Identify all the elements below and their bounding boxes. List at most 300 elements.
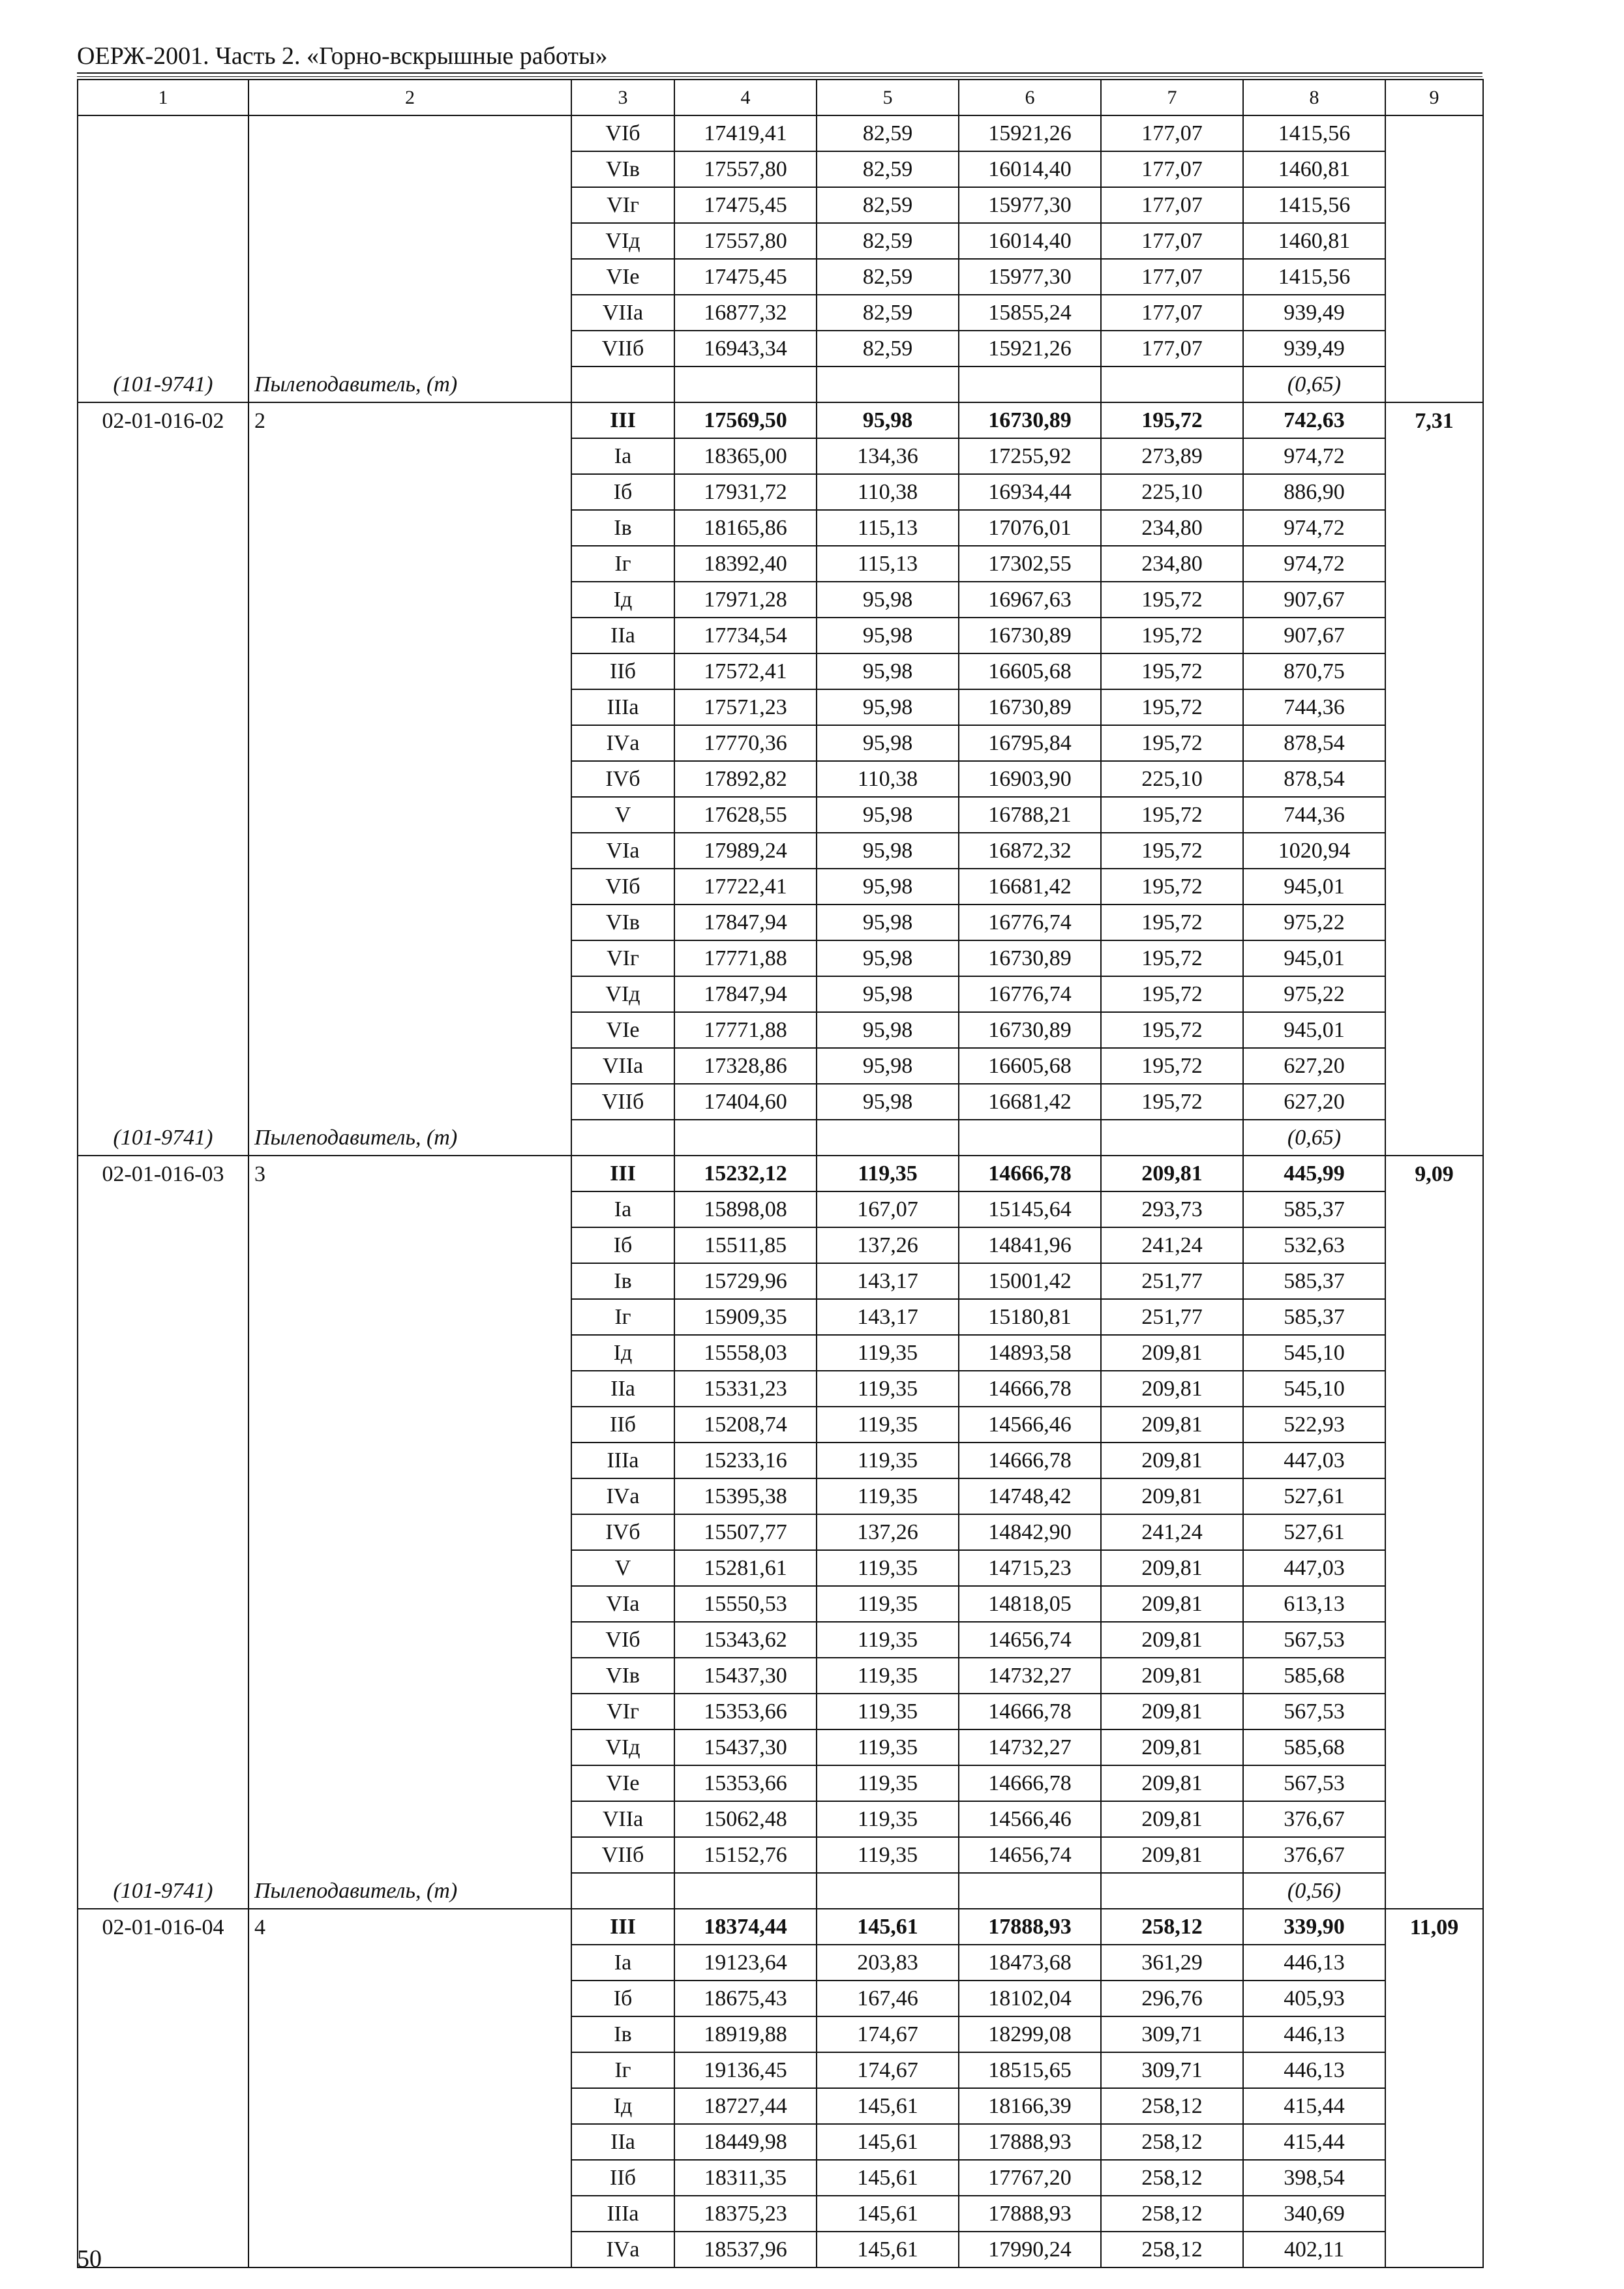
description-cell [248, 1478, 571, 1514]
description-cell [248, 2196, 571, 2232]
machinist-wage-cell: 209,81 [1101, 1335, 1243, 1371]
cost-total-cell: 17734,54 [674, 618, 817, 653]
labor-cell [1385, 2124, 1483, 2160]
description-cell: 4 [248, 1909, 571, 1945]
description-cell [248, 2160, 571, 2196]
table-row [78, 1801, 1483, 1837]
code-cell [78, 940, 248, 976]
machinist-wage-cell: 209,81 [1101, 1443, 1243, 1478]
description-cell [248, 1514, 571, 1550]
table-row [78, 1371, 1483, 1407]
labor-cell [1385, 295, 1483, 331]
machines-cell: 16776,74 [959, 976, 1101, 1012]
labor-cell [1385, 797, 1483, 833]
cost-total-cell: 17971,28 [674, 582, 817, 618]
column-number: 7 [1101, 80, 1243, 115]
wage-cell: 134,36 [817, 438, 959, 474]
wage-cell: 95,98 [817, 905, 959, 940]
table-row [78, 1156, 1483, 1191]
cost-total-cell: 15062,48 [674, 1801, 817, 1837]
machines-cell: 17888,93 [959, 1909, 1101, 1945]
machines-cell: 17255,92 [959, 438, 1101, 474]
table-row [78, 618, 1483, 653]
table-row [78, 1299, 1483, 1335]
machinist-wage-cell: 241,24 [1101, 1514, 1243, 1550]
cost-total-cell: 15558,03 [674, 1335, 817, 1371]
labor-cell [1385, 1407, 1483, 1443]
machinist-wage-cell: 309,71 [1101, 2052, 1243, 2088]
zone-cell: IIа [571, 618, 674, 653]
cost-total-cell: 17628,55 [674, 797, 817, 833]
code-cell [78, 1550, 248, 1586]
cost-total-cell: 15353,66 [674, 1765, 817, 1801]
zone-cell: VIд [571, 976, 674, 1012]
labor-cell [1385, 1084, 1483, 1120]
description-cell [248, 1443, 571, 1478]
machines-cell: 16730,89 [959, 1012, 1101, 1048]
labor-cell [1385, 223, 1483, 259]
cost-total-cell [674, 1120, 817, 1156]
code-cell [78, 115, 248, 151]
code-cell [78, 1407, 248, 1443]
column-number: 3 [571, 80, 674, 115]
machines-cell [959, 367, 1101, 402]
materials-cell: 627,20 [1243, 1048, 1385, 1084]
code-cell [78, 653, 248, 689]
machines-cell: 16605,68 [959, 653, 1101, 689]
description-cell [248, 1084, 571, 1120]
machines-cell: 17302,55 [959, 546, 1101, 582]
machines-cell: 15855,24 [959, 295, 1101, 331]
labor-cell: 7,31 [1385, 402, 1483, 438]
description-cell [248, 618, 571, 653]
table-row [78, 546, 1483, 582]
machines-cell: 17076,01 [959, 510, 1101, 546]
labor-cell [1385, 618, 1483, 653]
materials-cell: 744,36 [1243, 689, 1385, 725]
description-cell [248, 1729, 571, 1765]
labor-cell [1385, 1981, 1483, 2016]
table-row [78, 1729, 1483, 1765]
materials-cell: 886,90 [1243, 474, 1385, 510]
materials-cell: 585,68 [1243, 1658, 1385, 1694]
machines-cell: 15977,30 [959, 259, 1101, 295]
table-row [78, 1694, 1483, 1729]
zone-cell: Iг [571, 546, 674, 582]
code-cell [78, 1622, 248, 1658]
code-cell [78, 546, 248, 582]
materials-cell: 974,72 [1243, 546, 1385, 582]
column-number: 2 [248, 80, 571, 115]
description-cell [248, 1694, 571, 1729]
materials-cell: 445,99 [1243, 1156, 1385, 1191]
wage-cell: 82,59 [817, 259, 959, 295]
table-row [78, 689, 1483, 725]
labor-cell [1385, 2160, 1483, 2196]
machinist-wage-cell: 177,07 [1101, 115, 1243, 151]
description-cell [248, 187, 571, 223]
code-cell [78, 151, 248, 187]
code-cell [78, 1335, 248, 1371]
machinist-wage-cell: 177,07 [1101, 151, 1243, 187]
machines-cell: 14841,96 [959, 1227, 1101, 1263]
labor-cell [1385, 546, 1483, 582]
machines-cell: 16730,89 [959, 402, 1101, 438]
labor-cell [1385, 1443, 1483, 1478]
machinist-wage-cell: 177,07 [1101, 259, 1243, 295]
machinist-wage-cell: 225,10 [1101, 761, 1243, 797]
machinist-wage-cell: 195,72 [1101, 940, 1243, 976]
code-cell [78, 259, 248, 295]
labor-cell [1385, 2232, 1483, 2267]
code-cell [78, 1478, 248, 1514]
materials-cell: 1415,56 [1243, 115, 1385, 151]
materials-cell: 339,90 [1243, 1909, 1385, 1945]
cost-total-cell: 17770,36 [674, 725, 817, 761]
table-row [78, 115, 1483, 151]
zone-cell: VIIб [571, 1084, 674, 1120]
wage-cell: 137,26 [817, 1227, 959, 1263]
labor-cell [1385, 1622, 1483, 1658]
cost-total-cell: 18374,44 [674, 1909, 817, 1945]
machines-cell: 18299,08 [959, 2016, 1101, 2052]
labor-cell [1385, 1191, 1483, 1227]
wage-cell: 119,35 [817, 1837, 959, 1873]
wage-cell: 95,98 [817, 797, 959, 833]
labor-cell [1385, 259, 1483, 295]
description-cell [248, 1801, 571, 1837]
materials-cell: 415,44 [1243, 2124, 1385, 2160]
labor-cell [1385, 474, 1483, 510]
column-number: 1 [78, 80, 248, 115]
machinist-wage-cell: 209,81 [1101, 1765, 1243, 1801]
description-cell [248, 2124, 571, 2160]
code-cell [78, 833, 248, 869]
zone-cell: Iб [571, 1227, 674, 1263]
wage-cell: 119,35 [817, 1407, 959, 1443]
materials-cell: (0,65) [1243, 1120, 1385, 1156]
table-row [78, 474, 1483, 510]
table-row [78, 940, 1483, 976]
description-cell: 3 [248, 1156, 571, 1191]
machines-cell: 14666,78 [959, 1156, 1101, 1191]
machines-cell: 17888,93 [959, 2196, 1101, 2232]
cost-total-cell: 17557,80 [674, 223, 817, 259]
materials-cell: 1020,94 [1243, 833, 1385, 869]
materials-cell: 974,72 [1243, 510, 1385, 546]
materials-cell: 975,22 [1243, 976, 1385, 1012]
materials-cell: 545,10 [1243, 1335, 1385, 1371]
machinist-wage-cell: 258,12 [1101, 2160, 1243, 2196]
wage-cell: 82,59 [817, 331, 959, 367]
machinist-wage-cell: 177,07 [1101, 223, 1243, 259]
description-cell [248, 2052, 571, 2088]
labor-cell [1385, 1765, 1483, 1801]
machines-cell: 16934,44 [959, 474, 1101, 510]
code-cell [78, 2160, 248, 2196]
wage-cell: 95,98 [817, 689, 959, 725]
table-row [78, 1945, 1483, 1981]
wage-cell: 95,98 [817, 402, 959, 438]
code-cell: (101-9741) [78, 1120, 248, 1156]
materials-cell: 447,03 [1243, 1443, 1385, 1478]
machinist-wage-cell: 225,10 [1101, 474, 1243, 510]
materials-cell: 415,44 [1243, 2088, 1385, 2124]
cost-total-cell: 16943,34 [674, 331, 817, 367]
materials-cell: 975,22 [1243, 905, 1385, 940]
code-cell [78, 905, 248, 940]
table-row [78, 1514, 1483, 1550]
machinist-wage-cell: 209,81 [1101, 1622, 1243, 1658]
materials-cell: 1415,56 [1243, 187, 1385, 223]
description-cell [248, 689, 571, 725]
wage-cell: 119,35 [817, 1443, 959, 1478]
materials-cell: 878,54 [1243, 761, 1385, 797]
machinist-wage-cell: 209,81 [1101, 1694, 1243, 1729]
wage-cell [817, 1873, 959, 1909]
materials-cell: 939,49 [1243, 331, 1385, 367]
zone-cell: VIд [571, 223, 674, 259]
labor-cell [1385, 115, 1483, 151]
code-cell [78, 2232, 248, 2267]
machines-cell: 14715,23 [959, 1550, 1101, 1586]
materials-cell: 613,13 [1243, 1586, 1385, 1622]
table-row [78, 1909, 1483, 1945]
description-cell [248, 259, 571, 295]
wage-cell: 119,35 [817, 1478, 959, 1514]
cost-total-cell [674, 367, 817, 402]
description-cell [248, 1263, 571, 1299]
code-cell [78, 797, 248, 833]
cost-total-cell: 18365,00 [674, 438, 817, 474]
materials-cell: 945,01 [1243, 1012, 1385, 1048]
machinist-wage-cell: 209,81 [1101, 1837, 1243, 1873]
machinist-wage-cell: 195,72 [1101, 976, 1243, 1012]
cost-total-cell: 17404,60 [674, 1084, 817, 1120]
machinist-wage-cell: 177,07 [1101, 331, 1243, 367]
wage-cell: 145,61 [817, 2160, 959, 2196]
labor-cell [1385, 1837, 1483, 1873]
wage-cell: 167,46 [817, 1981, 959, 2016]
code-cell [78, 2052, 248, 2088]
wage-cell: 145,61 [817, 2124, 959, 2160]
wage-cell [817, 1120, 959, 1156]
table-row [78, 2052, 1483, 2088]
wage-cell: 82,59 [817, 151, 959, 187]
zone-cell: VIIб [571, 1837, 674, 1873]
machines-cell: 14656,74 [959, 1837, 1101, 1873]
code-cell [78, 1227, 248, 1263]
zone-cell: Iв [571, 2016, 674, 2052]
wage-cell: 95,98 [817, 976, 959, 1012]
zone-cell: Iд [571, 582, 674, 618]
machinist-wage-cell: 195,72 [1101, 1048, 1243, 1084]
machines-cell: 16014,40 [959, 223, 1101, 259]
cost-total-cell: 15437,30 [674, 1729, 817, 1765]
labor-cell [1385, 653, 1483, 689]
description-cell [248, 1586, 571, 1622]
machines-cell: 14656,74 [959, 1622, 1101, 1658]
machines-cell: 14666,78 [959, 1765, 1101, 1801]
labor-cell [1385, 1514, 1483, 1550]
description-cell [248, 510, 571, 546]
wage-cell: 82,59 [817, 295, 959, 331]
code-cell [78, 689, 248, 725]
zone-cell [571, 1120, 674, 1156]
cost-total-cell: 17771,88 [674, 1012, 817, 1048]
materials-cell: 945,01 [1243, 940, 1385, 976]
wage-cell: 119,35 [817, 1694, 959, 1729]
materials-cell: 398,54 [1243, 2160, 1385, 2196]
table-row [78, 151, 1483, 187]
table-row [78, 438, 1483, 474]
zone-cell: VIIб [571, 331, 674, 367]
wage-cell: 137,26 [817, 1514, 959, 1550]
cost-total-cell: 15208,74 [674, 1407, 817, 1443]
description-cell [248, 905, 571, 940]
labor-cell [1385, 1694, 1483, 1729]
machines-cell [959, 1120, 1101, 1156]
labor-cell [1385, 1371, 1483, 1407]
code-cell [78, 1299, 248, 1335]
column-number: 6 [959, 80, 1101, 115]
zone-cell: VIг [571, 187, 674, 223]
table-row [78, 653, 1483, 689]
materials-cell: 567,53 [1243, 1694, 1385, 1729]
wage-cell: 82,59 [817, 115, 959, 151]
description-cell [248, 1658, 571, 1694]
machinist-wage-cell: 209,81 [1101, 1729, 1243, 1765]
labor-cell [1385, 1048, 1483, 1084]
materials-cell: 585,68 [1243, 1729, 1385, 1765]
description-cell [248, 1550, 571, 1586]
machines-cell: 16776,74 [959, 905, 1101, 940]
machinist-wage-cell: 195,72 [1101, 1084, 1243, 1120]
materials-cell: 340,69 [1243, 2196, 1385, 2232]
labor-cell [1385, 1945, 1483, 1981]
description-cell [248, 869, 571, 905]
description-cell [248, 653, 571, 689]
zone-cell: VIе [571, 1765, 674, 1801]
machines-cell: 14666,78 [959, 1443, 1101, 1478]
code-cell [78, 1586, 248, 1622]
cost-total-cell: 15353,66 [674, 1694, 817, 1729]
table-row [78, 1084, 1483, 1120]
description-cell [248, 2016, 571, 2052]
machinist-wage-cell: 177,07 [1101, 187, 1243, 223]
wage-cell: 119,35 [817, 1801, 959, 1837]
zone-cell [571, 1873, 674, 1909]
machinist-wage-cell: 258,12 [1101, 1909, 1243, 1945]
machinist-wage-cell: 177,07 [1101, 295, 1243, 331]
machinist-wage-cell: 251,77 [1101, 1299, 1243, 1335]
machines-cell: 17990,24 [959, 2232, 1101, 2267]
materials-cell: 744,36 [1243, 797, 1385, 833]
cost-total-cell: 17571,23 [674, 689, 817, 725]
labor-cell [1385, 2016, 1483, 2052]
table-row [78, 1550, 1483, 1586]
wage-cell: 119,35 [817, 1335, 959, 1371]
machinist-wage-cell: 195,72 [1101, 402, 1243, 438]
materials-cell: 447,03 [1243, 1550, 1385, 1586]
machines-cell: 15001,42 [959, 1263, 1101, 1299]
materials-cell: 527,61 [1243, 1514, 1385, 1550]
cost-total-cell: 17847,94 [674, 905, 817, 940]
machines-cell: 16903,90 [959, 761, 1101, 797]
zone-cell: Iг [571, 2052, 674, 2088]
code-cell: (101-9741) [78, 1873, 248, 1909]
cost-total-cell: 17419,41 [674, 115, 817, 151]
labor-cell [1385, 940, 1483, 976]
zone-cell: Iв [571, 1263, 674, 1299]
machines-cell: 18473,68 [959, 1945, 1101, 1981]
machines-cell: 17888,93 [959, 2124, 1101, 2160]
machines-cell: 14666,78 [959, 1371, 1101, 1407]
zone-cell: VIб [571, 869, 674, 905]
table-row [78, 582, 1483, 618]
machinist-wage-cell: 195,72 [1101, 797, 1243, 833]
wage-cell: 119,35 [817, 1550, 959, 1586]
machinist-wage-cell: 258,12 [1101, 2124, 1243, 2160]
zone-cell: Iб [571, 1981, 674, 2016]
code-cell [78, 761, 248, 797]
description-cell [248, 1407, 571, 1443]
materials-cell: 446,13 [1243, 2016, 1385, 2052]
zone-cell: Iа [571, 1191, 674, 1227]
machinist-wage-cell: 195,72 [1101, 905, 1243, 940]
machines-cell: 16967,63 [959, 582, 1101, 618]
materials-cell: 585,37 [1243, 1299, 1385, 1335]
machinist-wage-cell: 195,72 [1101, 618, 1243, 653]
wage-cell: 119,35 [817, 1371, 959, 1407]
machinist-wage-cell: 209,81 [1101, 1801, 1243, 1837]
zone-cell: VIг [571, 1694, 674, 1729]
page-title: ОЕРЖ-2001. Часть 2. «Горно-вскрышные работы» [77, 42, 608, 70]
cost-total-cell: 16877,32 [674, 295, 817, 331]
wage-cell: 95,98 [817, 582, 959, 618]
machines-cell: 16730,89 [959, 618, 1101, 653]
code-cell: 02-01-016-04 [78, 1909, 248, 1945]
code-cell [78, 331, 248, 367]
cost-total-cell: 15437,30 [674, 1658, 817, 1694]
table-row [78, 1048, 1483, 1084]
zone-cell: IIб [571, 653, 674, 689]
code-cell [78, 438, 248, 474]
zone-cell: IIIа [571, 689, 674, 725]
wage-cell: 82,59 [817, 223, 959, 259]
wage-cell: 110,38 [817, 761, 959, 797]
description-cell [248, 546, 571, 582]
labor-cell [1385, 1263, 1483, 1299]
machinist-wage-cell: 209,81 [1101, 1586, 1243, 1622]
description-cell [248, 1191, 571, 1227]
zone-cell: IVб [571, 1514, 674, 1550]
zone-cell: IIIа [571, 1443, 674, 1478]
labor-cell [1385, 2196, 1483, 2232]
machinist-wage-cell: 258,12 [1101, 2196, 1243, 2232]
cost-total-cell: 18727,44 [674, 2088, 817, 2124]
zone-cell: VIб [571, 1622, 674, 1658]
machines-cell: 17767,20 [959, 2160, 1101, 2196]
code-cell [78, 1945, 248, 1981]
wage-cell: 119,35 [817, 1156, 959, 1191]
materials-cell: 945,01 [1243, 869, 1385, 905]
machinist-wage-cell: 209,81 [1101, 1156, 1243, 1191]
zone-cell [571, 367, 674, 402]
labor-cell [1385, 1478, 1483, 1514]
description-cell [248, 2232, 571, 2267]
materials-cell: 532,63 [1243, 1227, 1385, 1263]
